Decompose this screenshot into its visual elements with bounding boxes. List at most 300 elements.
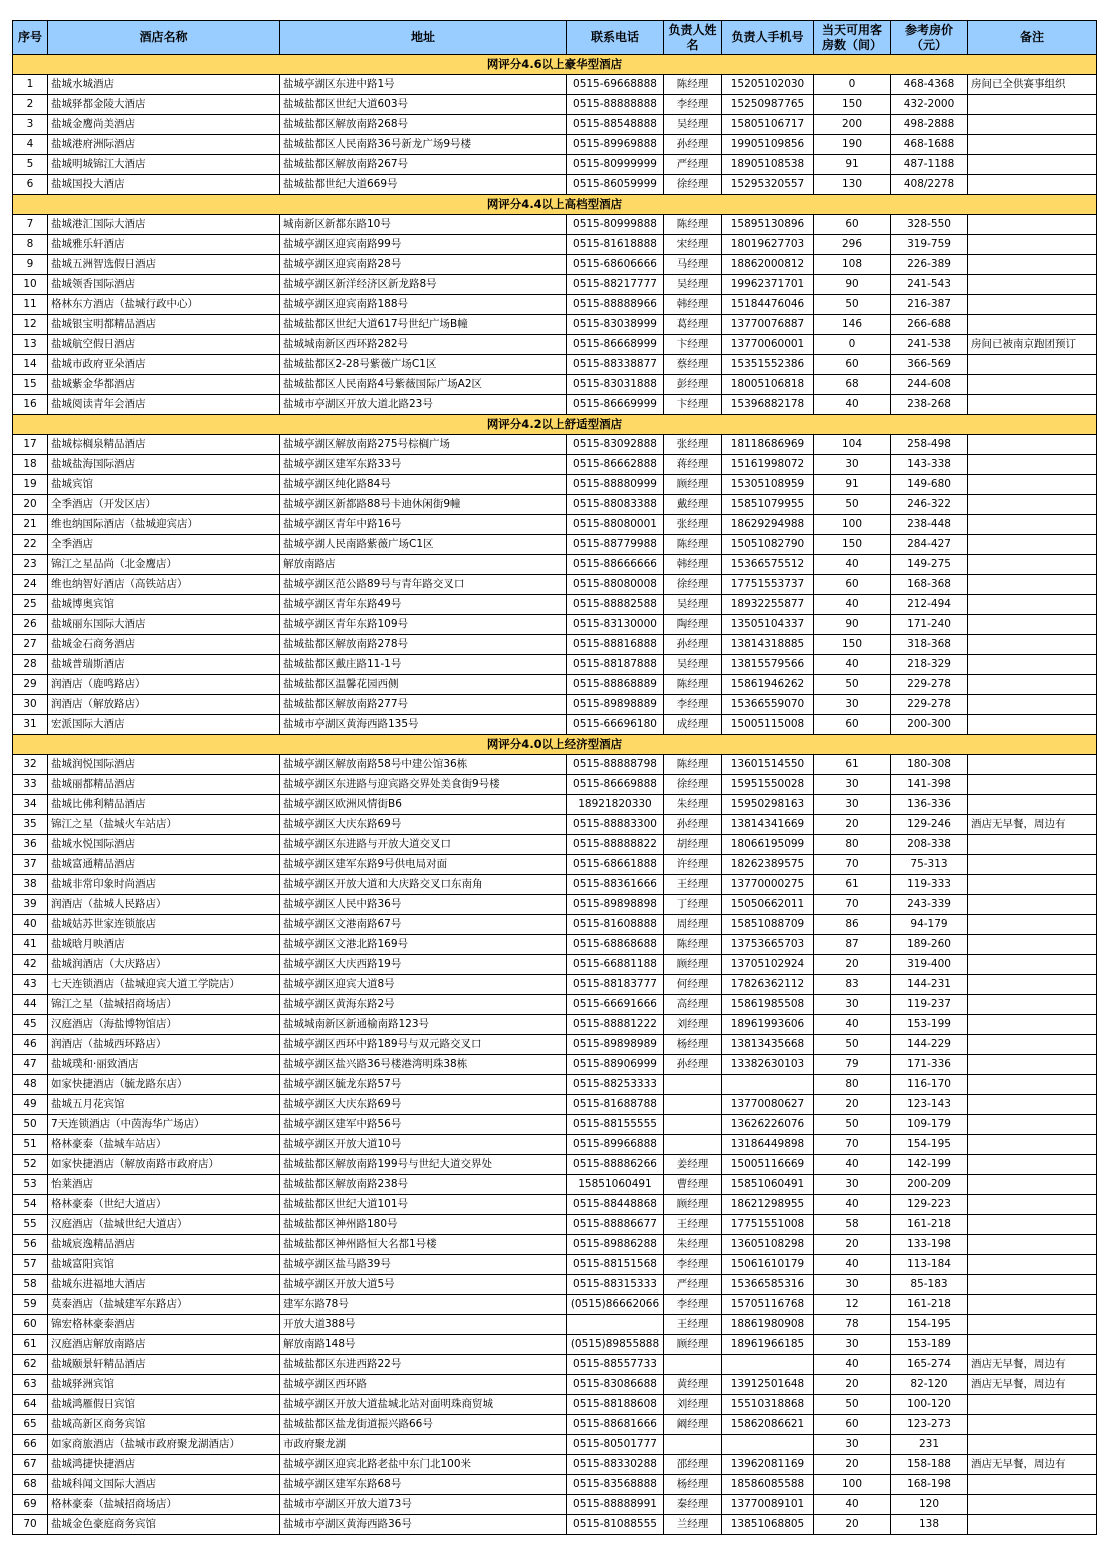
cell-phone: 0515-83038999	[567, 315, 664, 335]
table-row	[13, 895, 1097, 915]
cell-contact-name: 顾经理	[664, 1195, 722, 1215]
cell-address: 盐城亭湖区解放南路58号中建公馆36栋	[280, 755, 567, 775]
cell-phone: 0515-88816888	[567, 635, 664, 655]
cell-price: 366-569	[891, 355, 968, 375]
hotel-spreadsheet	[12, 20, 1096, 1535]
cell-remarks	[968, 715, 1097, 735]
cell-contact-mobile: 17751553737	[722, 575, 814, 595]
cell-price: 168-368	[891, 575, 968, 595]
cell-phone: 0515-88183777	[567, 975, 664, 995]
cell-remarks	[968, 835, 1097, 855]
cell-phone: 0515-81688788	[567, 1095, 664, 1115]
cell-remarks	[968, 1175, 1097, 1195]
cell-price: 119-237	[891, 995, 968, 1015]
table-row	[13, 935, 1097, 955]
cell-contact-mobile: 15861946262	[722, 675, 814, 695]
cell-remarks	[968, 1135, 1097, 1155]
cell-phone: (0515)86662066	[567, 1295, 664, 1315]
cell-index: 43	[13, 975, 48, 995]
cell-contact-mobile: 13814341669	[722, 815, 814, 835]
cell-remarks	[968, 675, 1097, 695]
cell-contact-name	[664, 1095, 722, 1115]
cell-address: 盐城亭湖区大庆西路19号	[280, 955, 567, 975]
cell-rooms: 79	[814, 1055, 891, 1075]
cell-rooms: 60	[814, 1415, 891, 1435]
cell-hotel-name: 盐城五洲智选假日酒店	[48, 255, 280, 275]
cell-address: 盐城盐都区神州路180号	[280, 1215, 567, 1235]
cell-contact-name: 秦经理	[664, 1495, 722, 1515]
cell-price: 498-2888	[891, 115, 968, 135]
cell-contact-mobile: 15061610179	[722, 1255, 814, 1275]
cell-index: 38	[13, 875, 48, 895]
cell-hotel-name: 润酒店（解放路店）	[48, 695, 280, 715]
cell-hotel-name: 盐城雅乐轩酒店	[48, 235, 280, 255]
cell-index: 47	[13, 1055, 48, 1075]
cell-hotel-name: 格林东方酒店（盐城行政中心）	[48, 295, 280, 315]
cell-contact-mobile: 15366559070	[722, 695, 814, 715]
cell-phone: 0515-88080001	[567, 515, 664, 535]
cell-rooms: 40	[814, 655, 891, 675]
cell-rooms: 78	[814, 1315, 891, 1335]
cell-index: 36	[13, 835, 48, 855]
cell-address: 盐城亭湖区黄海东路2号	[280, 995, 567, 1015]
table-row	[13, 1115, 1097, 1135]
cell-phone: 0515-68661888	[567, 855, 664, 875]
cell-rooms: 200	[814, 115, 891, 135]
cell-address: 盐城亭湖区盐兴路36号楼港湾明珠38栋	[280, 1055, 567, 1075]
cell-contact-name	[664, 1435, 722, 1455]
cell-contact-name: 吴经理	[664, 115, 722, 135]
cell-hotel-name: 格林豪泰（世纪大道店）	[48, 1195, 280, 1215]
cell-remarks	[968, 1275, 1097, 1295]
cell-contact-name: 陶经理	[664, 615, 722, 635]
cell-phone: 0515-88906999	[567, 1055, 664, 1075]
cell-contact-mobile: 18262389575	[722, 855, 814, 875]
cell-phone: 0515-88888888	[567, 95, 664, 115]
cell-rooms: 30	[814, 1435, 891, 1455]
cell-rooms: 40	[814, 395, 891, 415]
cell-rooms: 190	[814, 135, 891, 155]
cell-rooms: 58	[814, 1215, 891, 1235]
cell-index: 54	[13, 1195, 48, 1215]
table-row	[13, 1415, 1097, 1435]
cell-rooms: 68	[814, 375, 891, 395]
cell-phone: 0515-89898898	[567, 895, 664, 915]
cell-index: 21	[13, 515, 48, 535]
cell-hotel-name: 盐城丽东国际大酒店	[48, 615, 280, 635]
cell-remarks	[968, 1475, 1097, 1495]
cell-price: 258-498	[891, 435, 968, 455]
table-row	[13, 1035, 1097, 1055]
table-row	[13, 295, 1097, 315]
cell-remarks	[968, 875, 1097, 895]
cell-index: 29	[13, 675, 48, 695]
cell-phone: 0515-83130000	[567, 615, 664, 635]
cell-index: 69	[13, 1495, 48, 1515]
table-row	[13, 1475, 1097, 1495]
cell-index: 23	[13, 555, 48, 575]
cell-price: 243-339	[891, 895, 968, 915]
cell-contact-name: 吴经理	[664, 655, 722, 675]
cell-price: 229-278	[891, 695, 968, 715]
cell-contact-mobile: 18005106818	[722, 375, 814, 395]
cell-contact-name: 卞经理	[664, 395, 722, 415]
cell-index: 2	[13, 95, 48, 115]
cell-phone: 0515-88188608	[567, 1395, 664, 1415]
cell-remarks: 房间已被南京跑团预订	[968, 335, 1097, 355]
table-row	[13, 1255, 1097, 1275]
cell-phone: 0515-88253333	[567, 1075, 664, 1095]
cell-hotel-name: 盐城市政府亚朵酒店	[48, 355, 280, 375]
cell-contact-mobile: 13753665703	[722, 935, 814, 955]
cell-rooms: 60	[814, 715, 891, 735]
cell-hotel-name: 汉庭酒店（盐城世纪大道店）	[48, 1215, 280, 1235]
cell-hotel-name: 七天连锁酒店（盐城迎宾大道工学院店）	[48, 975, 280, 995]
table-row	[13, 315, 1097, 335]
cell-rooms: 20	[814, 1375, 891, 1395]
table-row	[13, 575, 1097, 595]
cell-price: 100-120	[891, 1395, 968, 1415]
cell-price: 85-183	[891, 1275, 968, 1295]
cell-hotel-name: 全季酒店	[48, 535, 280, 555]
cell-address: 盐城盐都区神州路恒大名都1号楼	[280, 1235, 567, 1255]
cell-index: 7	[13, 215, 48, 235]
cell-address: 盐城亭湖区迎宾南路99号	[280, 235, 567, 255]
cell-contact-name	[664, 1075, 722, 1095]
cell-hotel-name: 盐城科闻文国际大酒店	[48, 1475, 280, 1495]
cell-contact-name: 李经理	[664, 1255, 722, 1275]
cell-contact-mobile: 15250987765	[722, 95, 814, 115]
cell-rooms: 91	[814, 475, 891, 495]
cell-phone: 0515-88886677	[567, 1215, 664, 1235]
cell-rooms: 130	[814, 175, 891, 195]
cell-index: 49	[13, 1095, 48, 1115]
table-row	[13, 615, 1097, 635]
cell-price: 123-143	[891, 1095, 968, 1115]
cell-contact-name: 严经理	[664, 155, 722, 175]
cell-address: 盐城亭湖人民南路紫薇广场C1区	[280, 535, 567, 555]
cell-phone: 0515-88557733	[567, 1355, 664, 1375]
cell-contact-name: 姜经理	[664, 1155, 722, 1175]
cell-contact-name: 蔡经理	[664, 355, 722, 375]
cell-remarks	[968, 355, 1097, 375]
cell-price: 129-223	[891, 1195, 968, 1215]
cell-price: 468-1688	[891, 135, 968, 155]
table-row	[13, 1355, 1097, 1375]
cell-hotel-name: 盐城普瑞斯酒店	[48, 655, 280, 675]
cell-remarks	[968, 495, 1097, 515]
cell-contact-name: 曹经理	[664, 1175, 722, 1195]
cell-index: 46	[13, 1035, 48, 1055]
cell-rooms: 80	[814, 1075, 891, 1095]
cell-price: 113-184	[891, 1255, 968, 1275]
table-row	[13, 755, 1097, 775]
cell-contact-mobile: 18621298955	[722, 1195, 814, 1215]
cell-phone: 0515-88155555	[567, 1115, 664, 1135]
cell-address: 盐城盐都区解放南路238号	[280, 1175, 567, 1195]
cell-phone: 0515-83086688	[567, 1375, 664, 1395]
table-row	[13, 455, 1097, 475]
cell-price: 216-387	[891, 295, 968, 315]
cell-remarks	[968, 915, 1097, 935]
cell-hotel-name: 润酒店（鹿鸣路店）	[48, 675, 280, 695]
cell-price: 154-195	[891, 1315, 968, 1335]
cell-index: 10	[13, 275, 48, 295]
cell-rooms: 70	[814, 895, 891, 915]
cell-remarks	[968, 575, 1097, 595]
cell-index: 70	[13, 1515, 48, 1535]
cell-index: 60	[13, 1315, 48, 1335]
cell-contact-mobile: 15851079955	[722, 495, 814, 515]
table-row	[13, 275, 1097, 295]
cell-price: 241-543	[891, 275, 968, 295]
cell-rooms: 30	[814, 1175, 891, 1195]
cell-rooms: 30	[814, 695, 891, 715]
cell-index: 16	[13, 395, 48, 415]
cell-hotel-name: 盐城明城锦江大酒店	[48, 155, 280, 175]
cell-contact-name: 陈经理	[664, 675, 722, 695]
cell-address: 盐城亭湖区西环中路189号与双元路交叉口	[280, 1035, 567, 1055]
cell-contact-name: 张经理	[664, 435, 722, 455]
cell-hotel-name: 盐城宸逸精品酒店	[48, 1235, 280, 1255]
table-row	[13, 1015, 1097, 1035]
cell-remarks: 酒店无早餐，周边有	[968, 815, 1097, 835]
cell-hotel-name: 盐城水悦国际酒店	[48, 835, 280, 855]
cell-price: 408/2278	[891, 175, 968, 195]
cell-remarks	[968, 1315, 1097, 1335]
table-row	[13, 1455, 1097, 1475]
cell-rooms: 40	[814, 1195, 891, 1215]
cell-rooms: 296	[814, 235, 891, 255]
cell-contact-mobile: 15366585316	[722, 1275, 814, 1295]
cell-remarks	[968, 1395, 1097, 1415]
cell-address: 盐城亭湖区西环路	[280, 1375, 567, 1395]
cell-contact-name: 孙经理	[664, 135, 722, 155]
section-title: 网评分4.6以上豪华型酒店	[13, 55, 1097, 75]
cell-rooms: 100	[814, 1475, 891, 1495]
cell-index: 4	[13, 135, 48, 155]
table-row	[13, 1095, 1097, 1115]
cell-price: 468-4368	[891, 75, 968, 95]
cell-remarks	[968, 1515, 1097, 1535]
table-row	[13, 1275, 1097, 1295]
cell-remarks	[968, 615, 1097, 635]
cell-address: 市政府聚龙湖	[280, 1435, 567, 1455]
cell-phone: 0515-88883300	[567, 815, 664, 835]
cell-index: 32	[13, 755, 48, 775]
cell-contact-name: 顾经理	[664, 955, 722, 975]
cell-address: 盐城市亭湖区开放大道北路23号	[280, 395, 567, 415]
cell-phone: 18921820330	[567, 795, 664, 815]
table-row	[13, 1155, 1097, 1175]
cell-contact-name: 阚经理	[664, 1415, 722, 1435]
header-hotel-name: 酒店名称	[48, 21, 280, 55]
cell-rooms: 40	[814, 1495, 891, 1515]
table-row	[13, 1375, 1097, 1395]
cell-rooms: 91	[814, 155, 891, 175]
cell-contact-name: 吴经理	[664, 275, 722, 295]
cell-phone: 0515-88548888	[567, 115, 664, 135]
cell-hotel-name: 锦江之星品尚（北金鹰店）	[48, 555, 280, 575]
cell-index: 55	[13, 1215, 48, 1235]
cell-contact-mobile: 18019627703	[722, 235, 814, 255]
cell-remarks	[968, 1015, 1097, 1035]
cell-phone: 0515-66691666	[567, 995, 664, 1015]
cell-contact-name: 彭经理	[664, 375, 722, 395]
cell-remarks	[968, 595, 1097, 615]
cell-price: 153-199	[891, 1015, 968, 1035]
table-row	[13, 495, 1097, 515]
cell-remarks	[968, 1115, 1097, 1135]
cell-price: 229-278	[891, 675, 968, 695]
cell-index: 61	[13, 1335, 48, 1355]
cell-address: 开放大道388号	[280, 1315, 567, 1335]
cell-phone: 0515-89898889	[567, 695, 664, 715]
cell-rooms: 30	[814, 995, 891, 1015]
cell-address: 盐城盐都区世纪大道101号	[280, 1195, 567, 1215]
cell-remarks	[968, 1295, 1097, 1315]
cell-price: 153-189	[891, 1335, 968, 1355]
cell-remarks	[968, 1035, 1097, 1055]
cell-contact-name: 杨经理	[664, 1475, 722, 1495]
cell-remarks	[968, 1335, 1097, 1355]
cell-contact-name: 卞经理	[664, 335, 722, 355]
cell-index: 30	[13, 695, 48, 715]
cell-contact-name: 许经理	[664, 855, 722, 875]
cell-remarks	[968, 1195, 1097, 1215]
cell-phone: 0515-88217777	[567, 275, 664, 295]
table-row	[13, 715, 1097, 735]
table-row	[13, 595, 1097, 615]
cell-rooms: 61	[814, 875, 891, 895]
section-title: 网评分4.0以上经济型酒店	[13, 735, 1097, 755]
cell-contact-mobile: 15805106717	[722, 115, 814, 135]
cell-rooms: 80	[814, 835, 891, 855]
table-row	[13, 1215, 1097, 1235]
table-row	[13, 675, 1097, 695]
cell-address: 盐城亭湖区欧洲风情街B6	[280, 795, 567, 815]
table-row	[13, 975, 1097, 995]
cell-contact-mobile: 15951550028	[722, 775, 814, 795]
cell-index: 22	[13, 535, 48, 555]
cell-address: 盐城盐都区人民南路36号新龙广场9号楼	[280, 135, 567, 155]
table-row	[13, 815, 1097, 835]
cell-contact-name: 陈经理	[664, 215, 722, 235]
cell-remarks	[968, 895, 1097, 915]
cell-phone: 0515-88779988	[567, 535, 664, 555]
cell-index: 62	[13, 1355, 48, 1375]
cell-contact-mobile	[722, 1355, 814, 1375]
cell-address: 盐城盐都区东进西路22号	[280, 1355, 567, 1375]
cell-contact-mobile: 13770060001	[722, 335, 814, 355]
cell-hotel-name: 盐城驿洲宾馆	[48, 1375, 280, 1395]
cell-remarks	[968, 795, 1097, 815]
cell-hotel-name: 盐城比佛利精品酒店	[48, 795, 280, 815]
cell-index: 41	[13, 935, 48, 955]
header-contact-name: 负责人姓名	[664, 21, 722, 55]
cell-price: 149-275	[891, 555, 968, 575]
cell-phone: 0515-88888966	[567, 295, 664, 315]
table-row	[13, 1295, 1097, 1315]
cell-contact-name: 蒋经理	[664, 455, 722, 475]
cell-index: 26	[13, 615, 48, 635]
cell-index: 18	[13, 455, 48, 475]
cell-price: 238-448	[891, 515, 968, 535]
cell-price: 238-268	[891, 395, 968, 415]
cell-contact-mobile: 13770080627	[722, 1095, 814, 1115]
cell-contact-mobile: 13813435668	[722, 1035, 814, 1055]
table-row	[13, 655, 1097, 675]
cell-contact-name: 陈经理	[664, 755, 722, 775]
cell-rooms: 50	[814, 295, 891, 315]
cell-contact-mobile: 18861980908	[722, 1315, 814, 1335]
cell-phone: 0515-88338877	[567, 355, 664, 375]
cell-contact-name: 王经理	[664, 1315, 722, 1335]
cell-phone: 0515-86059999	[567, 175, 664, 195]
cell-contact-name: 邵经理	[664, 1455, 722, 1475]
cell-index: 15	[13, 375, 48, 395]
cell-remarks	[968, 255, 1097, 275]
cell-price: 138	[891, 1515, 968, 1535]
cell-remarks	[968, 975, 1097, 995]
cell-remarks	[968, 275, 1097, 295]
cell-contact-name: 韩经理	[664, 555, 722, 575]
cell-hotel-name: 盐城金色豪庭商务宾馆	[48, 1515, 280, 1535]
cell-contact-name: 陈经理	[664, 535, 722, 555]
cell-hotel-name: 怡莱酒店	[48, 1175, 280, 1195]
cell-phone: 0515-88151568	[567, 1255, 664, 1275]
cell-hotel-name: 盐城鸿雁假日宾馆	[48, 1395, 280, 1415]
cell-contact-name: 黄经理	[664, 1375, 722, 1395]
cell-rooms: 20	[814, 955, 891, 975]
table-row	[13, 155, 1097, 175]
cell-contact-mobile: 15396882178	[722, 395, 814, 415]
cell-address: 盐城盐都区温馨花园西侧	[280, 675, 567, 695]
cell-contact-name: 陈经理	[664, 75, 722, 95]
cell-hotel-name: 维也纳智好酒店（高铁站店）	[48, 575, 280, 595]
cell-hotel-name: 盐城航空假日酒店	[48, 335, 280, 355]
cell-hotel-name: 盐城润悦国际酒店	[48, 755, 280, 775]
cell-contact-name: 成经理	[664, 715, 722, 735]
cell-index: 45	[13, 1015, 48, 1035]
cell-contact-mobile: 18586085588	[722, 1475, 814, 1495]
cell-rooms: 60	[814, 575, 891, 595]
cell-remarks	[968, 655, 1097, 675]
cell-index: 39	[13, 895, 48, 915]
cell-contact-mobile: 18932255877	[722, 595, 814, 615]
cell-price: 165-274	[891, 1355, 968, 1375]
cell-remarks	[968, 375, 1097, 395]
cell-address: 盐城盐都世纪大道669号	[280, 175, 567, 195]
cell-price: 75-313	[891, 855, 968, 875]
cell-price: 180-308	[891, 755, 968, 775]
cell-price: 161-218	[891, 1215, 968, 1235]
table-row	[13, 235, 1097, 255]
cell-index: 19	[13, 475, 48, 495]
cell-price: 142-199	[891, 1155, 968, 1175]
cell-address: 盐城亭湖区青年东路109号	[280, 615, 567, 635]
cell-address: 盐城亭湖区开放大道5号	[280, 1275, 567, 1295]
cell-index: 68	[13, 1475, 48, 1495]
table-row	[13, 375, 1097, 395]
cell-remarks	[968, 115, 1097, 135]
cell-remarks	[968, 755, 1097, 775]
cell-phone: 0515-83031888	[567, 375, 664, 395]
table-row	[13, 1515, 1097, 1535]
section-header-row	[13, 735, 1097, 755]
cell-hotel-name: 盐城金鹰尚美酒店	[48, 115, 280, 135]
cell-remarks	[968, 555, 1097, 575]
